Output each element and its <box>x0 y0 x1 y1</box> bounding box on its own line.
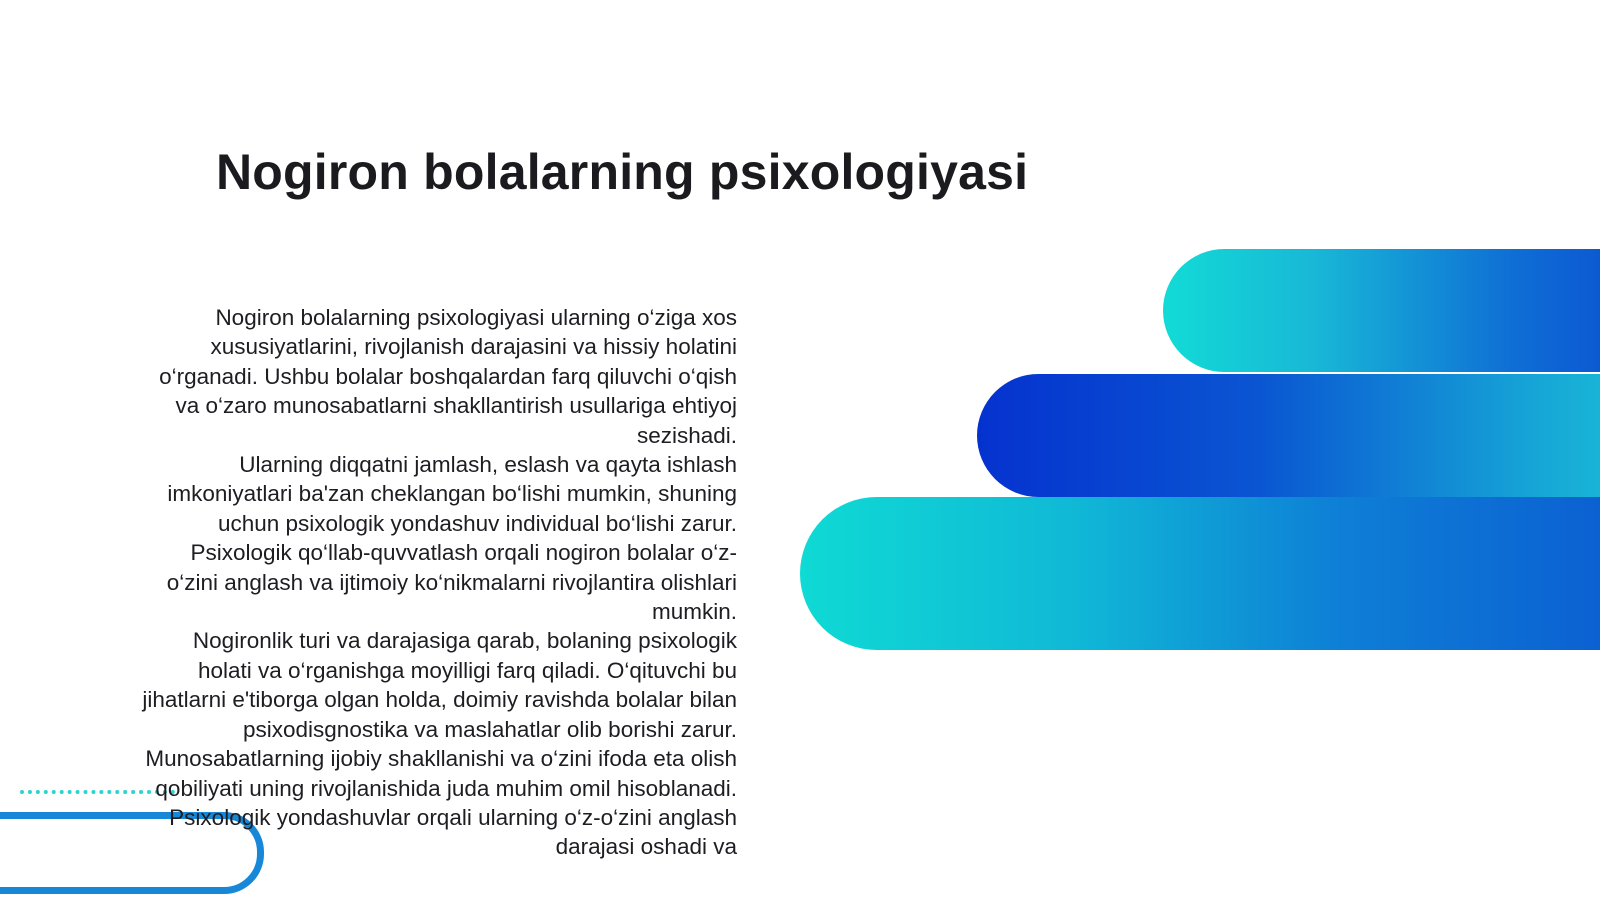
paragraph: Munosabatlarning ijobiy shakllanishi va o‘zini ifoda eta olish qobiliyati uning rivojlanishida juda muhim omil hisoblanadi. Psixologik yondashuvlar orqali ularning o‘z-o‘zini anglash darajasi oshadi va <box>145 746 737 860</box>
decorative-pill-middle <box>977 374 1600 497</box>
paragraph: Nogironlik turi va darajasiga qarab, bolaning psixologik holati va o‘rganishga moyilligi farq qiladi. O‘qituvchi bu jihatlarni e'tiborga olgan holda, doimiy ravishda bolalar bilan psixodisgnostika va maslahatlar olib borishi zarur. <box>142 628 737 742</box>
decorative-pill-top <box>1163 249 1600 372</box>
paragraph: Nogiron bolalarning psixologiyasi ularning o‘ziga xos xususiyatlarini, rivojlanish darajasini va hissiy holatini o‘rganadi. Ushbu bolalar boshqalardan farq qiluvchi o‘qish va o‘zaro munosabatlarni shakllantirish usullariga ehtiyoj sezishadi. <box>159 305 737 448</box>
decorative-pill-bottom <box>800 497 1600 650</box>
paragraph: Ularning diqqatni jamlash, eslash va qayta ishlash imkoniyatlari ba'zan cheklangan bo‘lishi mumkin, shuning uchun psixologik yondashuv individual bo‘lishi zarur. Psixologik qo‘llab-quvvatlash orqali nogiron bolalar o‘z-o‘zini anglash va ijtimoiy ko‘nikmalarni rivojlantira olishlari mumkin. <box>166 452 737 625</box>
body-text <box>140 303 737 862</box>
slide-title: Nogiron bolalarning psixologiyasi <box>216 144 1029 200</box>
